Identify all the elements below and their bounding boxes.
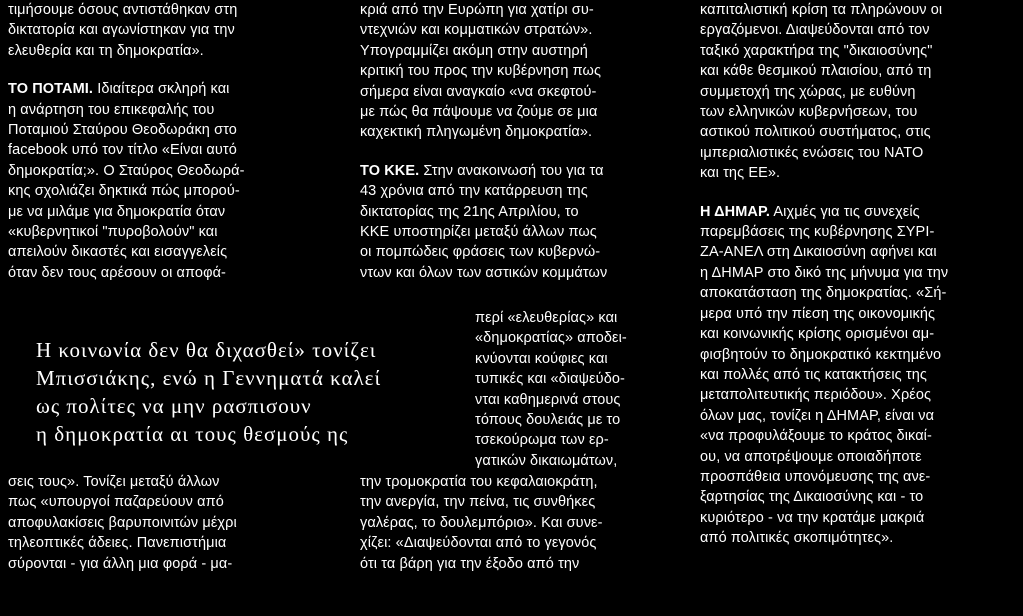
text-line: ΖΑ-ΑΝΕΛ στη Δικαιοσύνη αφήνει και — [700, 244, 937, 261]
pull-quote — [36, 336, 382, 448]
text-line: τόπους δουλειάς με το — [475, 412, 621, 429]
text-line: όλων μας, τονίζει η ΔΗΜΑΡ, είναι να — [700, 407, 935, 424]
section-first-line — [8, 79, 338, 99]
text-line: παρεμβάσεις της κυβέρνησης ΣΥΡΙ- — [700, 224, 935, 241]
section-heading-dimar: Η ΔΗΜΑΡ. — [700, 203, 771, 220]
text-line: χίζει: «Διαψεύδονται από το γεγονός — [360, 535, 597, 552]
text-line: και πολλές από τις κατακτήσεις της — [700, 366, 927, 383]
text-line: ΚΚΕ υποστηρίζει μεταξύ άλλων πως — [360, 224, 597, 241]
text-line: σήμερα είναι αναγκαίο «να σκεφτού- — [360, 83, 597, 100]
text-line: Υπογραμμίζει ακόμη στην αυστηρή — [360, 42, 588, 59]
text-line: τσεκούρωμα των ερ- — [475, 432, 609, 449]
column-2-narrow — [475, 308, 670, 471]
text-line: δικτατορίας της 21ης Απριλίου, το — [360, 203, 579, 220]
text-line: αποφυλακίσεις βαρυποινιτών μέχρι — [8, 514, 237, 531]
text-line: «κυβερνητικοί "πυροβολούν" και — [8, 224, 218, 241]
text-line: τυπικές και «διαψεύδο- — [475, 371, 625, 388]
text-line: την ανεργία, την πείνα, τις συνθήκες — [360, 494, 596, 511]
text-line: «να προφυλάξουμε το κράτος δικαί- — [700, 428, 932, 445]
text-line: τηλεοπτικές άδειες. Πανεπιστήμια — [8, 535, 227, 552]
text-fragment: Ιδιαίτερα σκληρή και — [97, 81, 230, 98]
text-line: ντων και όλων των αστικών κομμάτων — [360, 264, 608, 281]
text-line: κυριότερο - να την κρατάμε μακριά — [700, 509, 925, 526]
column-1-bottom — [8, 472, 338, 574]
text-line: πως «υπουργοί παζαρεύουν από — [8, 494, 224, 511]
section-heading-kke: ΤΟ ΚΚΕ. — [360, 162, 420, 179]
text-line: μερα υπό την πίεση της οικονομικής — [700, 305, 936, 322]
text-line: κριά από την Ευρώπη για χατίρι συ- — [360, 2, 594, 18]
text-line: αστικού πολιτικού συστήματος, στις — [700, 124, 931, 141]
text-line: ου, να αποτρέψουμε οποιαδήποτε — [700, 448, 922, 465]
text-line: οι πομπώδεις φράσεις των κυβερνώ- — [360, 244, 601, 261]
text-line: συμμετοχή της χώρας, με ευθύνη — [700, 83, 916, 100]
column-2 — [360, 0, 670, 283]
text-line: την τρομοκρατία του κεφαλαιοκράτη, — [360, 474, 598, 490]
paragraph-gap — [8, 61, 338, 79]
text-line: και κοινωνικής κρίσης ορισμένοι αμ- — [700, 326, 935, 343]
text-line: όταν δεν τους αρέσουν οι αποφά- — [8, 264, 226, 281]
text-line: και κάθε θεσμικού πλαισίου, από τη — [700, 63, 932, 80]
column-2-bottom — [360, 472, 670, 574]
text-line: η ΔΗΜΑΡ στο δικό της μήνυμα για την — [700, 264, 949, 281]
text-line: Ποταμιού Σταύρου Θεοδωράκη στο — [8, 122, 237, 139]
text-line: περί «ελευθερίας» και — [475, 310, 618, 326]
text-line: η ανάρτηση του επικεφαλής του — [8, 101, 215, 118]
text-line: δημοκρατία;». Ο Σταύρος Θεοδωρά- — [8, 162, 245, 179]
pull-quote-line: Μπισσιάκης, ενώ η Γεννηματά καλεί — [36, 366, 382, 390]
text-line: κης σχολιάζει δηκτικά πώς μπορού- — [8, 183, 240, 200]
section-heading-potami: ΤΟ ΠΟΤΑΜΙ. — [8, 81, 94, 98]
text-line: 43 χρόνια από την κατάρρευση της — [360, 183, 588, 200]
text-line: «δημοκρατίας» αποδει- — [475, 330, 627, 347]
text-line: αποκατάσταση της δημοκρατίας. «Σή- — [700, 285, 947, 302]
text-line: ξαρτησίας της Δικαιοσύνης και - το — [700, 489, 924, 506]
section-first-line — [700, 202, 1015, 222]
text-line: καπιταλιστική κρίση τα πληρώνουν οι — [700, 2, 943, 18]
column-1 — [8, 0, 338, 283]
text-line: σύρονται - για άλλη μια φορά - μα- — [8, 555, 233, 572]
text-line: ταξικό χαρακτήρα της "δικαιοσύνης" — [700, 42, 933, 59]
text-line: ότι τα βάρη για την έξοδο από την — [360, 555, 580, 572]
text-line: φισβητούν το δημοκρατικό κεκτημένο — [700, 346, 942, 363]
text-line: facebook υπό τον τίτλο «Είναι αυτό — [8, 142, 237, 159]
text-line: των ελληνικών κυβερνήσεων, του — [700, 104, 918, 121]
text-line: ιμπεριαλιστικές ενώσεις του ΝΑΤΟ — [700, 144, 924, 161]
pull-quote-line: ως πολίτες να μην ρασπισουν — [36, 394, 312, 418]
text-line: καχεκτική πληγωμένη δημοκρατία». — [360, 124, 593, 141]
pull-quote-line: Η κοινωνία δεν θα διχασθεί» τονίζει — [36, 338, 377, 362]
text-line: μεταπολιτευτικής περιόδου». Χρέος — [700, 387, 932, 404]
text-line: κριτική του προς την κυβέρνηση πως — [360, 63, 602, 80]
text-line: νται καθημερινά στους — [475, 391, 621, 408]
text-line: απειλούν δικαστές και εισαγγελείς — [8, 244, 228, 261]
text-line: με πώς θα πάψουμε να ζούμε σε μια — [360, 104, 598, 121]
text-line: προσπάθεια υπονόμευσης της ανε- — [700, 468, 931, 485]
text-line: τιμήσουμε όσους αντιστάθηκαν στη — [8, 2, 238, 18]
text-line: ελευθερία και τη δημοκρατία». — [8, 42, 204, 59]
paragraph-gap — [360, 143, 670, 161]
text-fragment: Στην ανακοινωσή του για τα — [423, 162, 604, 179]
text-line: κνύονται κούφιες και — [475, 350, 608, 367]
text-line: και της ΕΕ». — [700, 165, 781, 182]
section-first-line — [360, 161, 670, 181]
text-fragment: Αιχμές για τις συνεχείς — [773, 203, 920, 220]
text-line: με να μιλάμε για δημοκρατία όταν — [8, 203, 226, 220]
paragraph-gap — [700, 184, 1015, 202]
text-line: γαλέρας, το δουλεμπόριο». Και συνε- — [360, 514, 603, 531]
text-line: εργαζόμενοι. Διαψεύδονται από τον — [700, 22, 930, 39]
text-line: ντεχνιών και κομματικών στρατών». — [360, 22, 593, 39]
pull-quote-line: η δημοκρατία αι τους θεσμούς ης — [36, 422, 349, 446]
text-line: από πολιτικές σκοπιμότητες». — [700, 530, 894, 547]
text-line: σεις τους». Τονίζει μεταξύ άλλων — [8, 474, 220, 490]
column-3 — [700, 0, 1015, 549]
text-line: δικτατορία και αγωνίστηκαν για την — [8, 22, 235, 39]
text-line: γατικών δικαιωμάτων, — [475, 452, 618, 469]
